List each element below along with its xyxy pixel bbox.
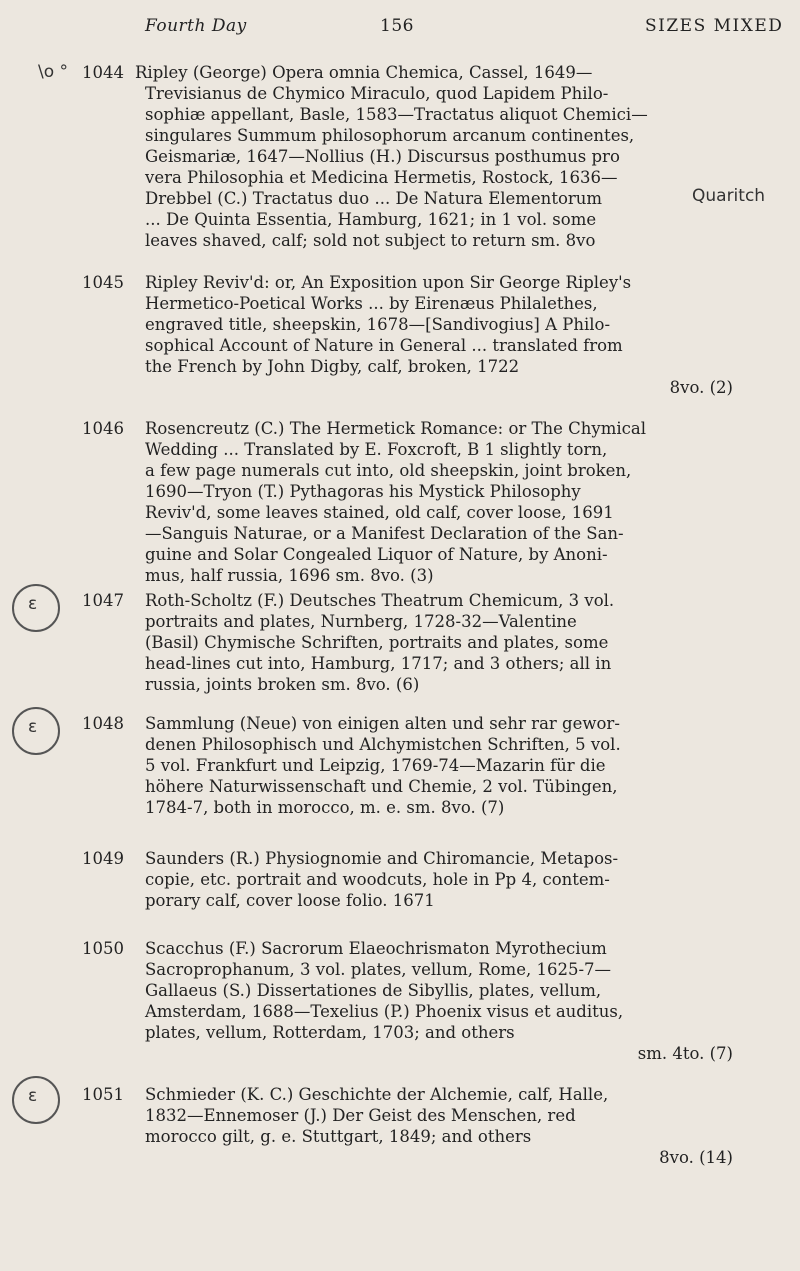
entry-line: 5 vol. Frankfurt und Leipzig, 1769-74—Mazarin für die (145, 756, 606, 775)
entry-line: Ripley Reviv'd: or, An Exposition upon Sir George Ripley's (145, 273, 632, 292)
lot-number: 1045 (82, 273, 124, 292)
entry-line: morocco gilt, g. e. Stuttgart, 1849; and others (145, 1127, 532, 1146)
lot-number: 1049 (82, 849, 124, 868)
entry-line: sophiæ appellant, Basle, 1583—Tractatus aliquot Chemici— (145, 105, 648, 124)
entry-line: Scacchus (F.) Sacrorum Elaeochrismaton Myrothecium (145, 939, 607, 958)
entry-line: plates, vellum, Rotterdam, 1703; and others (145, 1023, 515, 1042)
lot-number: 1046 (82, 419, 124, 438)
running-head-day: Fourth Day (145, 16, 247, 36)
entry-line: leaves shaved, calf; sold not subject to return sm. 8vo (145, 231, 596, 250)
lot-number: 1050 (82, 939, 124, 958)
page-header (0, 16, 800, 44)
entry-line: head-lines cut into, Hamburg, 1717; and 3 others; all in (145, 654, 612, 673)
entry-line: copie, etc. portrait and woodcuts, hole in Pp 4, contem- (145, 870, 610, 889)
entry-line: höhere Naturwissenschaft und Chemie, 2 vol. Tübingen, (145, 777, 618, 796)
entry-line: the French by John Digby, calf, broken, 1722 (145, 357, 520, 376)
entry-line: (Basil) Chymische Schriften, portraits and plates, some (145, 633, 609, 652)
entry-line: denen Philosophisch und Alchymistchen Schriften, 5 vol. (145, 735, 621, 754)
lot-number: 1051 (82, 1085, 124, 1104)
lot-number: 1048 (82, 714, 124, 733)
entry-line: Roth-Scholtz (F.) Deutsches Theatrum Chemicum, 3 vol. (145, 591, 615, 610)
entry-line: engraved title, sheepskin, 1678—[Sandivogius] A Philo- (145, 315, 611, 334)
entry-line: vera Philosophia et Medicina Hermetis, Rostock, 1636— (145, 168, 618, 187)
entry-line: Schmieder (K. C.) Geschichte der Alchemie, calf, Halle, (145, 1085, 609, 1104)
entry-line: ... De Quinta Essentia, Hamburg, 1621; in 1 vol. some (145, 210, 597, 229)
entry-line: —Sanguis Naturae, or a Manifest Declaration of the San- (145, 524, 624, 543)
entry-line: sophical Account of Nature in General ... translated from (145, 336, 623, 355)
entry-size: 8vo. (14) (659, 1148, 733, 1167)
entry-line: Wedding ... Translated by E. Foxcroft, B 1 slightly torn, (145, 440, 608, 459)
running-head-section: SIZES MIXED (645, 16, 784, 36)
entry-line: Geismariæ, 1647—Nollius (H.) Discursus posthumus pro (145, 147, 620, 166)
entry-size: sm. 4to. (7) (637, 1044, 733, 1063)
entry-line: singulares Summum philosophorum arcanum continentes, (145, 126, 635, 145)
handwritten-mark: ɛ (28, 717, 38, 737)
entry-line: russia, joints broken sm. 8vo. (6) (145, 675, 420, 694)
entry-line: 1784-7, both in morocco, m. e. sm. 8vo. (7) (145, 798, 505, 817)
handwritten-mark: ɛ (28, 1086, 38, 1106)
handwritten-buyer: Quaritch (692, 186, 766, 206)
handwritten-mark: ɛ (28, 594, 38, 614)
entry-line: mus, half russia, 1696 sm. 8vo. (3) (145, 566, 434, 585)
entry-line: Rosencreutz (C.) The Hermetick Romance: or The Chymical (145, 419, 647, 438)
entry-line: Amsterdam, 1688—Texelius (P.) Phoenix visus et auditus, (145, 1002, 624, 1021)
handwritten-mark: \o ° (38, 62, 69, 82)
entry-size: 8vo. (2) (669, 378, 733, 397)
entry-line: Saunders (R.) Physiognomie and Chiromancie, Metapos- (145, 849, 619, 868)
entry-line: Sammlung (Neue) von einigen alten und sehr rar gewor- (145, 714, 620, 733)
entry-line: guine and Solar Congealed Liquor of Nature, by Anoni- (145, 545, 608, 564)
lot-number: 1047 (82, 591, 124, 610)
entry-line: Drebbel (C.) Tractatus duo ... De Natura Elementorum (145, 189, 603, 208)
entry-line: a few page numerals cut into, old sheepskin, joint broken, (145, 461, 632, 480)
page-number: 156 (380, 16, 414, 36)
entry-line: 1832—Ennemoser (J.) Der Geist des Menschen, red (145, 1106, 576, 1125)
entry-line: Hermetico-Poetical Works ... by Eirenæus Philalethes, (145, 294, 598, 313)
entry-line: Ripley (George) Opera omnia Chemica, Cassel, 1649— (135, 63, 593, 82)
entry-line: Gallaeus (S.) Dissertationes de Sibyllis, plates, vellum, (145, 981, 602, 1000)
entry-line: Trevisianus de Chymico Miraculo, quod Lapidem Philo- (145, 84, 609, 103)
lot-number: 1044 (82, 63, 124, 82)
entry-line: Sacroprophanum, 3 vol. plates, vellum, Rome, 1625-7— (145, 960, 612, 979)
entry-line: Reviv'd, some leaves stained, old calf, cover loose, 1691 (145, 503, 614, 522)
entry-line: porary calf, cover loose folio. 1671 (145, 891, 435, 910)
entry-line: 1690—Tryon (T.) Pythagoras his Mystick Philosophy (145, 482, 581, 501)
entry-line: portraits and plates, Nurnberg, 1728-32—Valentine (145, 612, 577, 631)
